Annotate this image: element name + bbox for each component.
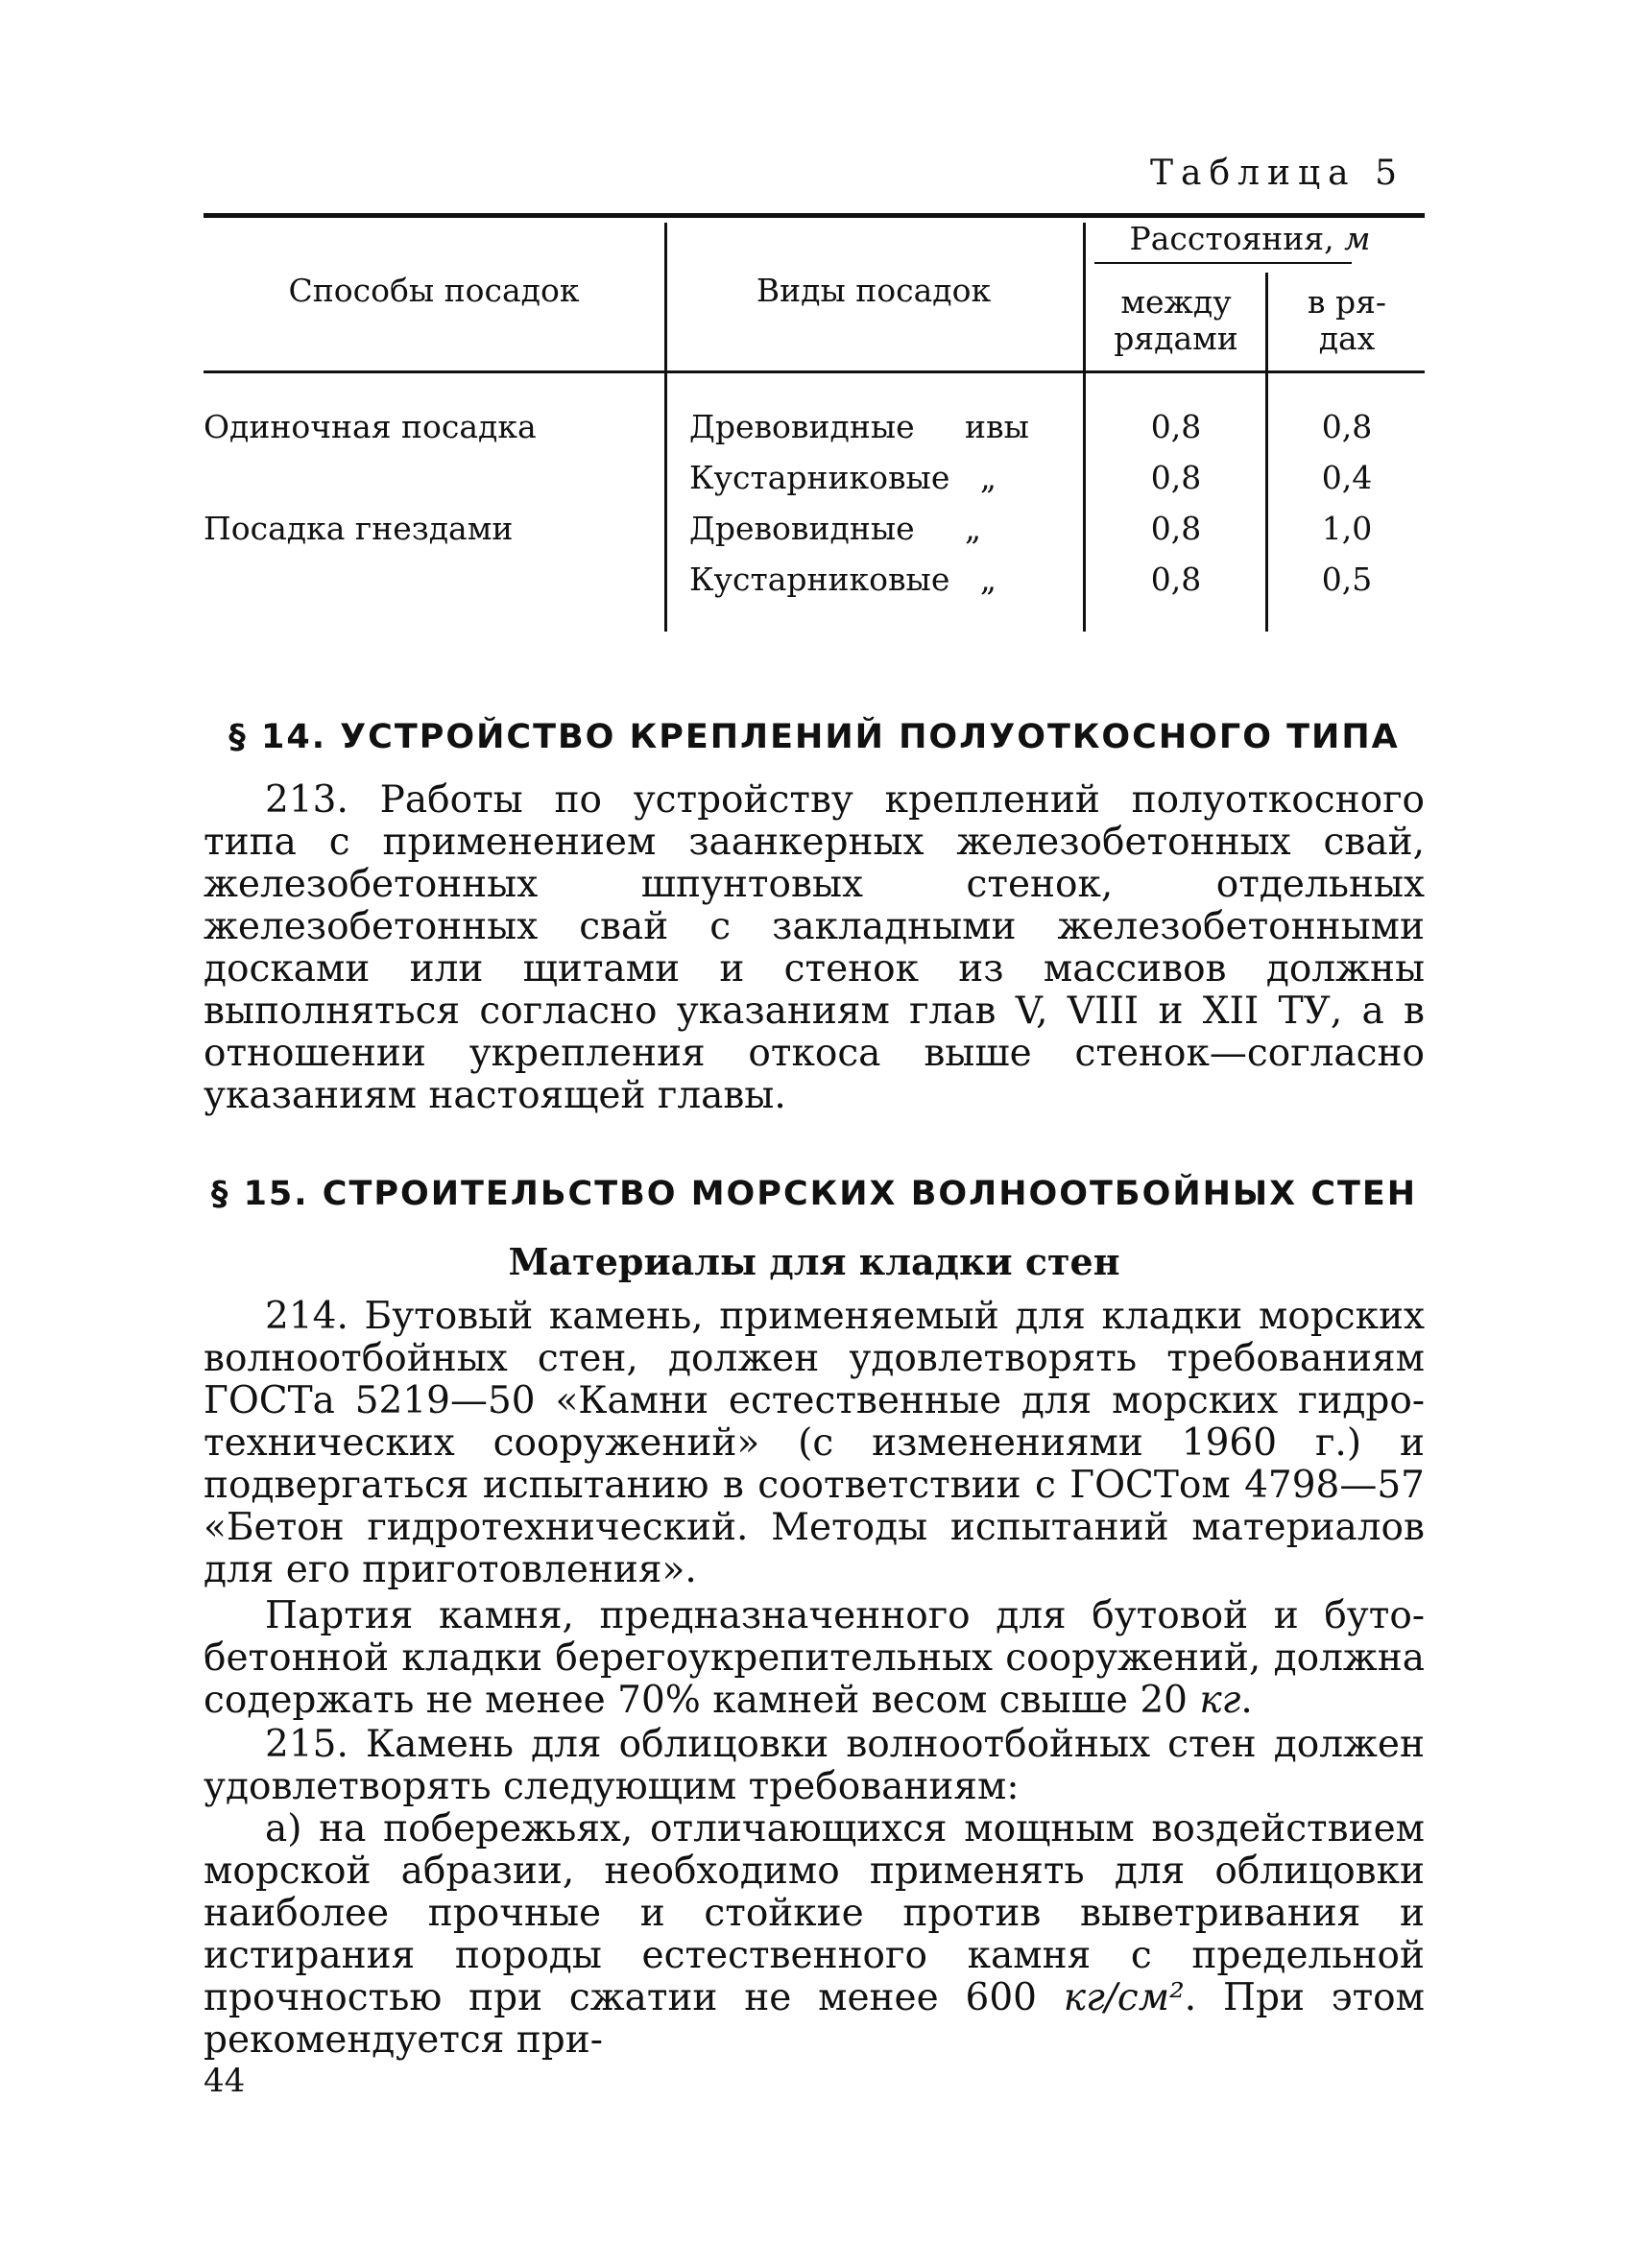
row-method: Посадка гнездами <box>204 510 514 547</box>
row-in-row: 0,8 <box>1321 408 1373 445</box>
distances-underline <box>1094 262 1352 264</box>
unit-kg-cm2: кг/см² <box>1063 1976 1185 2019</box>
row-type: Кустарниковые „ <box>689 561 997 598</box>
paragraph-213: 213. Работы по устройству креплений полуоткосного типа с применением заанкерных железобетонных свай, железобетонных шпунтовых стенок, отдельных железобетонных свай с закладными железобетонными досками или щитами и стенок из массивов должны выполняться согласно указаниям глав V, VIII и XII ТУ, а в отношении укрепления откоса выше стенок—согласно указаниям настоящей главы. <box>204 778 1425 1117</box>
paragraph-215: 215. Камень для облицовки волноотбойных стен должен удовлетворять следующим требованиям: <box>204 1723 1425 1808</box>
paragraph-214: 214. Бутовый камень, применяемый для кладки морских волноотбойных стен, должен удовлетворять требованиям ГОСТа 5219—50 «Камни естественные для морских гидротехнических сооружений» (с изменениями 1960 г.) и подвергаться испытанию в соответствии с ГОСТом 4798—57 «Бетон гидротехнический. Методы испытаний материалов для его приготовления». <box>204 1295 1425 1591</box>
header-types: Виды посадок <box>756 272 992 309</box>
table-header-rule <box>204 370 1425 373</box>
row-in-row: 0,4 <box>1321 459 1373 496</box>
section-15-heading: § 15. СТРОИТЕЛЬСТВО МОРСКИХ ВОЛНООТБОЙНЫХ СТЕН <box>210 1175 1418 1213</box>
section-14-heading: § 14. УСТРОЙСТВО КРЕПЛЕНИЙ ПОЛУОТКОСНОГО ТИПА <box>228 718 1400 756</box>
row-between: 0,8 <box>1150 510 1202 547</box>
row-in-row: 0,5 <box>1321 561 1373 598</box>
table-caption: Таблица 5 <box>1150 154 1405 193</box>
header-between-rows: между рядами <box>1114 283 1238 357</box>
paragraph-215a: а) на побережьях, отличающихся мощным воздействием морской абразии, необходимо применять для облицовки наиболее прочные и стойкие против выветривания и истирания породы естественного камня с предельной прочностью при сжатии не менее 600 кг/см². При этом рекомендуется при- <box>204 1807 1425 2062</box>
col-divider-2 <box>1083 223 1086 632</box>
materials-subheading: Материалы для кладки стен <box>508 1240 1120 1283</box>
row-between: 0,8 <box>1150 408 1202 445</box>
header-distances: Расстояния, м <box>1129 220 1371 257</box>
unit-kg: кг <box>1199 1679 1241 1722</box>
page-number: 44 <box>204 2062 246 2100</box>
col-divider-3 <box>1265 273 1268 632</box>
row-type: Древовидные „ <box>689 510 982 547</box>
table-top-rule <box>204 213 1425 218</box>
paragraph-214-batch: Партия камня, предназначенного для бутовой и бутобетонной кладки берегоукрепительных сооружений, должна содержать не менее 70% камней весом свыше 20 кг. <box>204 1594 1425 1722</box>
row-between: 0,8 <box>1150 561 1202 598</box>
row-type: Кустарниковые „ <box>689 459 997 496</box>
header-in-rows: в ря- дах <box>1307 283 1387 357</box>
row-between: 0,8 <box>1150 459 1202 496</box>
row-type: Древовидные ивы <box>689 408 1029 445</box>
distances-unit: м <box>1344 220 1371 257</box>
row-method: Одиночная посадка <box>204 408 537 445</box>
header-methods: Способы посадок <box>288 272 580 309</box>
row-in-row: 1,0 <box>1321 510 1373 547</box>
planting-table <box>204 209 1425 632</box>
